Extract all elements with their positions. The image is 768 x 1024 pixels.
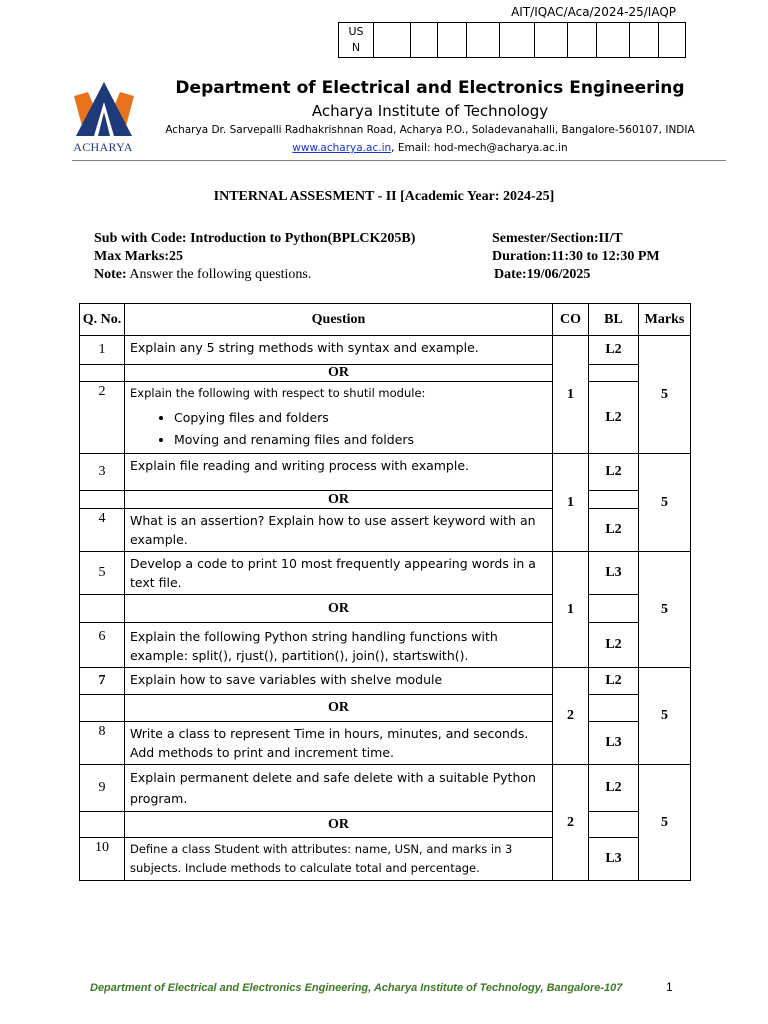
question-number: 6 xyxy=(80,623,125,668)
bl-value: L3 xyxy=(589,838,639,881)
question-table xyxy=(79,303,691,881)
page-footer: Department of Electrical and Electronics Engineering, Acharya Institute of Technology, Bangalore-107 xyxy=(90,982,623,994)
usn-cell[interactable] xyxy=(438,23,467,58)
usn-label: US N xyxy=(339,23,374,58)
or-label: OR xyxy=(125,595,553,623)
usn-cell[interactable] xyxy=(597,23,630,58)
question-text: Develop a code to print 10 most frequently appearing words in a text file. xyxy=(125,552,553,595)
usn-cell[interactable] xyxy=(467,23,500,58)
email-text: , Email: hod-mech@acharya.ac.in xyxy=(391,142,568,154)
header-question: Question xyxy=(125,304,553,336)
institution-name: Acharya Institute of Technology xyxy=(311,102,549,120)
marks-value: 5 xyxy=(639,336,691,454)
bl-value: L2 xyxy=(589,382,639,454)
note-line: Note: Answer the following questions. xyxy=(94,267,312,282)
marks-value: 5 xyxy=(639,765,691,881)
question-text: Explain the following Python string handling functions with example: split(), rjust(), partition(), join(), startswith(). xyxy=(125,623,553,668)
table-row xyxy=(80,454,691,491)
bl-value: L2 xyxy=(589,765,639,812)
usn-cell[interactable] xyxy=(630,23,659,58)
or-row xyxy=(80,812,691,838)
bl-value: L2 xyxy=(589,509,639,552)
usn-cell[interactable] xyxy=(500,23,535,58)
website-link[interactable]: www.acharya.ac.in xyxy=(292,142,392,154)
table-header-row xyxy=(80,304,691,336)
co-value: 2 xyxy=(553,765,589,881)
header-co: CO xyxy=(553,304,589,336)
question-number: 4 xyxy=(80,509,125,552)
question-number: 1 xyxy=(80,336,125,365)
subject-line: Sub with Code: Introduction to Python(BPLCK205B) xyxy=(94,231,416,246)
or-label: OR xyxy=(125,812,553,838)
bl-value: L2 xyxy=(589,668,639,695)
exam-date: Date:19/06/2025 xyxy=(494,267,591,282)
usn-cell[interactable] xyxy=(411,23,438,58)
question-number: 9 xyxy=(80,765,125,812)
table-row xyxy=(80,722,691,765)
table-row xyxy=(80,552,691,595)
logo-wordmark: ACHARYA xyxy=(73,140,133,154)
table-row xyxy=(80,623,691,668)
question-text: What is an assertion? Explain how to use assert keyword with an example. xyxy=(125,509,553,552)
question-number: 2 xyxy=(80,382,125,454)
duration: Duration:11:30 to 12:30 PM xyxy=(492,249,660,264)
marks-value: 5 xyxy=(639,668,691,765)
or-row xyxy=(80,491,691,509)
co-value: 1 xyxy=(553,552,589,668)
semester-section: Semester/Section:II/T xyxy=(492,231,623,246)
table-row xyxy=(80,838,691,881)
or-row xyxy=(80,365,691,382)
bl-value: L3 xyxy=(589,722,639,765)
table-row xyxy=(80,765,691,812)
question-text: Explain permanent delete and safe delete with a suitable Python program. xyxy=(125,765,553,812)
exam-title: INTERNAL ASSESMENT - II [Academic Year: 2024-25] xyxy=(213,189,555,204)
bl-value: L2 xyxy=(589,336,639,365)
co-value: 1 xyxy=(553,336,589,454)
question-number: 8 xyxy=(80,722,125,765)
usn-cell[interactable] xyxy=(535,23,568,58)
document-code: AIT/IQAC/Aca/2024-25/IAQP xyxy=(511,5,676,19)
bl-value: L2 xyxy=(589,623,639,668)
usn-box xyxy=(338,22,686,58)
or-row xyxy=(80,595,691,623)
list-item: • Copying files and folders xyxy=(174,407,547,429)
institution-contact xyxy=(150,142,710,154)
list-item: • Moving and renaming files and folders xyxy=(174,429,547,451)
header-qno: Q. No. xyxy=(80,304,125,336)
question-number: 7 xyxy=(80,668,125,695)
question-sublist xyxy=(130,407,547,451)
usn-cell[interactable] xyxy=(374,23,411,58)
header-divider xyxy=(72,160,726,161)
co-value: 2 xyxy=(553,668,589,765)
question-number: 5 xyxy=(80,552,125,595)
header-bl: BL xyxy=(589,304,639,336)
table-row xyxy=(80,382,691,454)
table-row xyxy=(80,336,691,365)
bl-value: L2 xyxy=(589,454,639,491)
or-label: OR xyxy=(125,365,553,382)
question-text: Define a class Student with attributes: name, USN, and marks in 3 subjects. Include methods to calculate total and percentage. xyxy=(125,838,553,881)
question-text: Explain file reading and writing process with example. xyxy=(125,454,553,491)
bl-value: L3 xyxy=(589,552,639,595)
table-row xyxy=(80,509,691,552)
or-label: OR xyxy=(125,491,553,509)
usn-cell[interactable] xyxy=(568,23,597,58)
table-row xyxy=(80,668,691,695)
header-marks: Marks xyxy=(639,304,691,336)
question-text: Explain the following with respect to shutil module: • Copying files and folders • Moving and renaming files and folders xyxy=(125,382,553,454)
usn-cell[interactable] xyxy=(659,23,686,58)
co-value: 1 xyxy=(553,454,589,552)
max-marks: Max Marks:25 xyxy=(94,249,184,264)
marks-value: 5 xyxy=(639,454,691,552)
or-row xyxy=(80,695,691,722)
question-number: 10 xyxy=(80,838,125,881)
question-number: 3 xyxy=(80,454,125,491)
question-text: Explain how to save variables with shelve module xyxy=(125,668,553,695)
question-text: Explain any 5 string methods with syntax and example. xyxy=(125,336,553,365)
institution-address: Acharya Dr. Sarvepalli Radhakrishnan Road, Acharya P.O., Soladevanahalli, Bangalore-560107, INDIA xyxy=(165,124,695,136)
question-text: Write a class to represent Time in hours, minutes, and seconds. Add methods to print and increment time. xyxy=(125,722,553,765)
marks-value: 5 xyxy=(639,552,691,668)
or-label: OR xyxy=(125,695,553,722)
department-title: Department of Electrical and Electronics Engineering xyxy=(175,78,685,98)
page-number: 1 xyxy=(666,980,673,994)
